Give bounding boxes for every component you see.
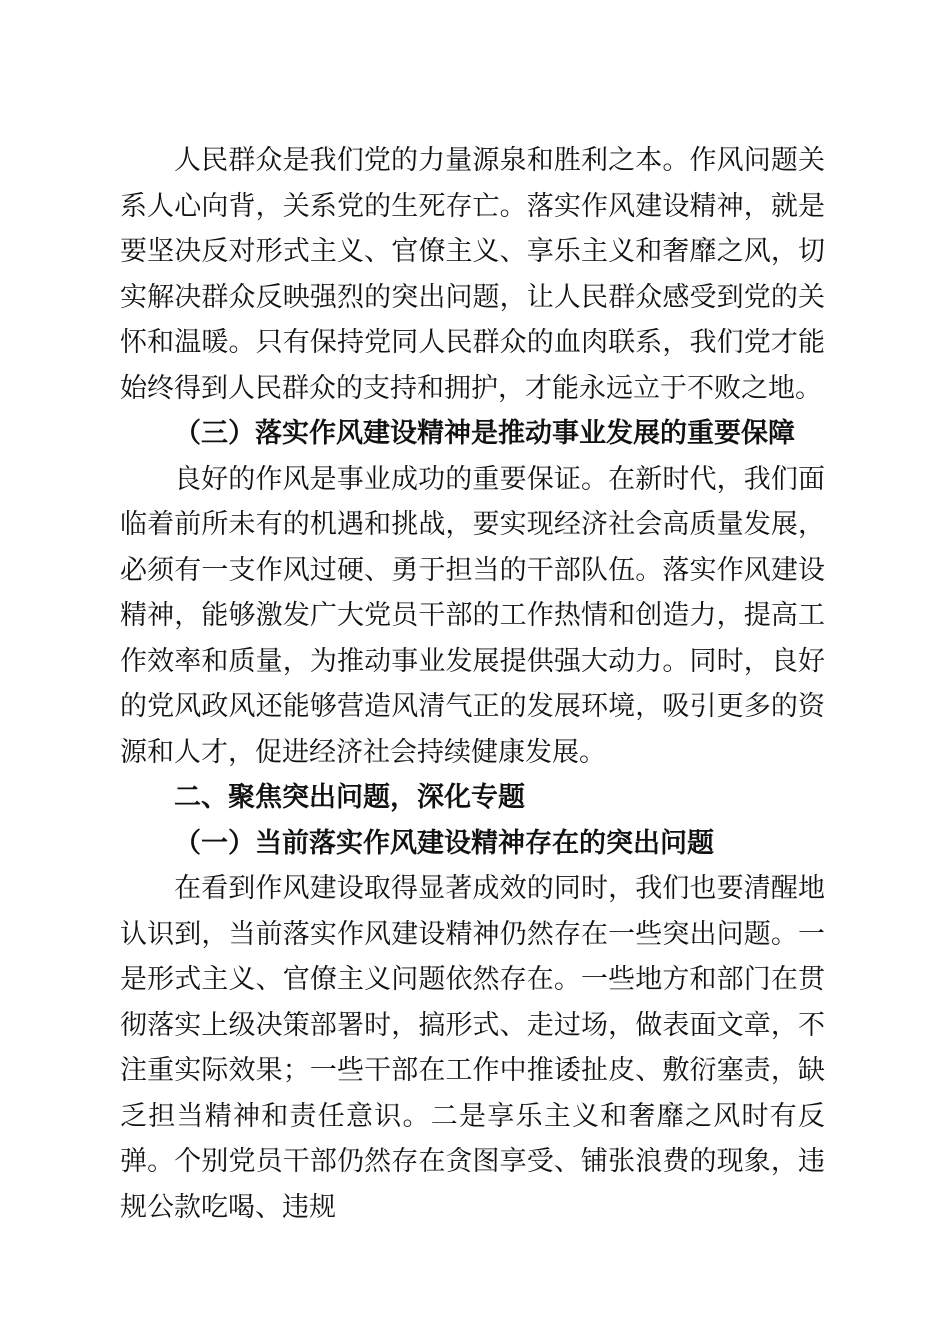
document-body	[120, 138, 825, 1230]
paragraph-good-style: 良好的作风是事业成功的重要保证。在新时代，我们面临着前所未有的机遇和挑战，要实现经济社会高质量发展，必须有一支作风过硬、勇于担当的干部队伍。落实作风建设精神，能够激发广大党员干部的工作热情和创造力，提高工作效率和质量，为推动事业发展提供强大动力。同时，良好的党风政风还能够营造风清气正的发展环境，吸引更多的资源和人才，促进经济社会持续健康发展。	[120, 463, 825, 768]
subheading-current-problems: （一）当前落实作风建设精神存在的突出问题	[174, 827, 714, 859]
paragraph-people-masses: 人民群众是我们党的力量源泉和胜利之本。作风问题关系人心向背，关系党的生死存亡。落实作风建设精神，就是要坚决反对形式主义、官僚主义、享乐主义和奢靡之风，切实解决群众反映强烈的突出问题，让人民群众感受到党的关怀和温暖。只有保持党同人民群众的血肉联系，我们党才能始终得到人民群众的支持和拥护，才能永远立于不败之地。	[120, 145, 825, 404]
section-heading-focus-problems: 二、聚焦突出问题，深化专题	[174, 782, 525, 813]
paragraph-problems: 在看到作风建设取得显著成效的同时，我们也要清醒地认识到，当前落实作风建设精神仍然存在一些突出问题。一是形式主义、官僚主义问题依然存在。一些地方和部门在贯彻落实上级决策部署时，搞形式、走过场，做表面文章，不注重实际效果；一些干部在工作中推诿扯皮、敷衍塞责，缺乏担当精神和责任意识。二是享乐主义和奢靡之风时有反弹。个别党员干部仍然存在贪图享受、铺张浪费的现象，违规公款吃喝、违规	[120, 873, 825, 1223]
subheading-guarantee: （三）落实作风建设精神是推动事业发展的重要保障	[174, 418, 795, 449]
